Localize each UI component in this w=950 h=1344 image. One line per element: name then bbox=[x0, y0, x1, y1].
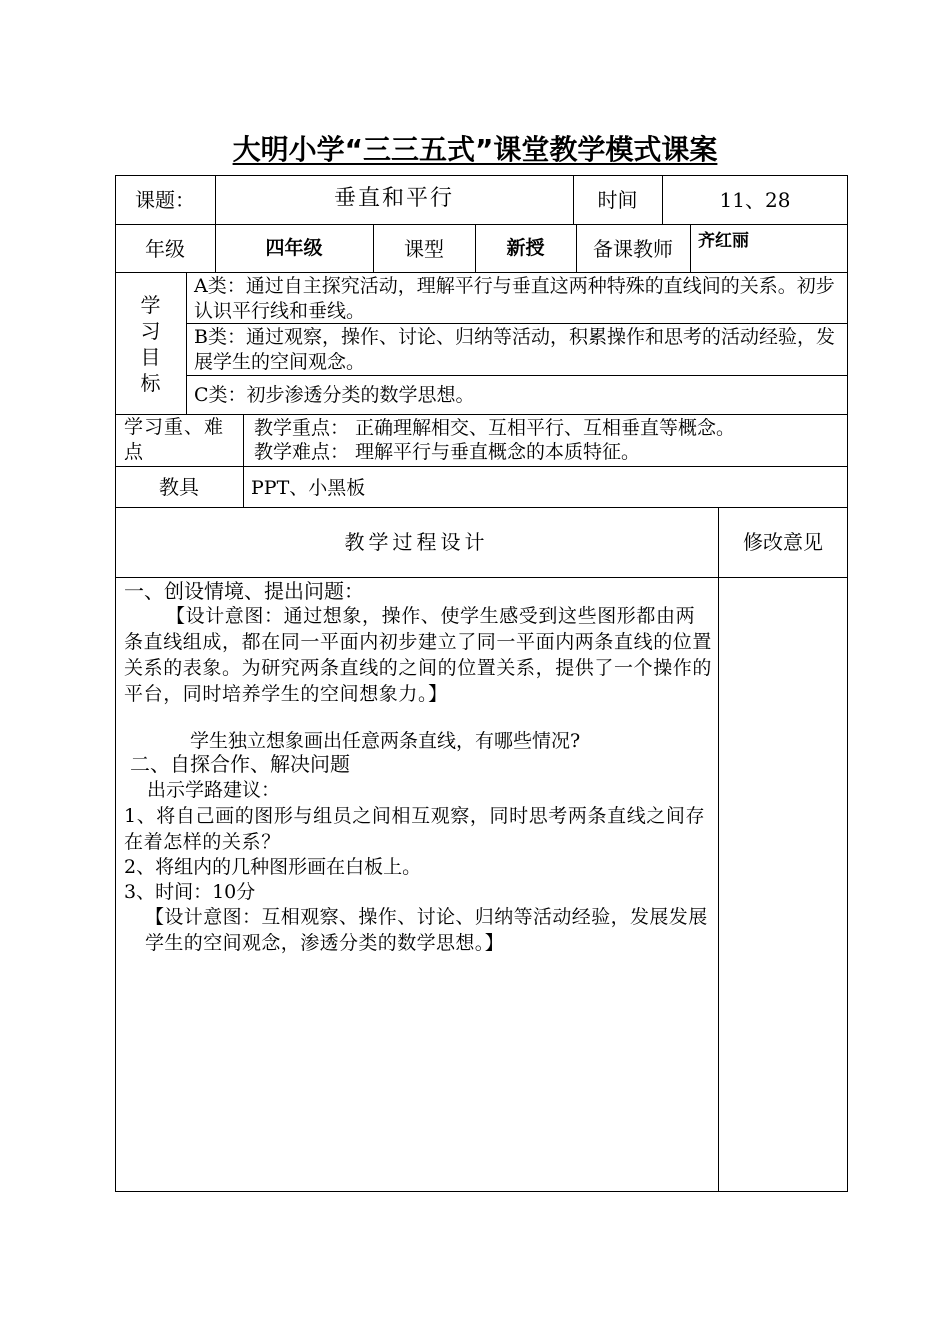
row-divider bbox=[115, 224, 848, 225]
row-divider bbox=[115, 507, 848, 508]
page-title: 大明小学“三三五式”课堂教学模式课案 bbox=[232, 133, 718, 166]
suggestion-item-1: 1、将自己画的图形与组员之间相互观察，同时思考两条直线之间存在着怎样的关系？ bbox=[124, 805, 706, 853]
row-divider bbox=[186, 375, 848, 376]
keypoints-label: 学习重、难点 bbox=[124, 416, 225, 463]
section-2-intent: 【设计意图：互相观察、操作、讨论、归纳等活动经验，发展发展学生的空间观念，渗透分类的数学思想。】 bbox=[145, 906, 708, 954]
col-divider bbox=[690, 224, 691, 272]
goals-label-3: 目 bbox=[140, 345, 161, 369]
lesson-type-value: 新授 bbox=[506, 237, 545, 259]
tools-label: 教具 bbox=[159, 475, 199, 499]
keypoints-focus: 教学重点： 正确理解相交、互相平行、互相垂直等概念。 bbox=[254, 417, 736, 439]
col-divider bbox=[243, 414, 244, 507]
revise-header: 修改意见 bbox=[743, 530, 823, 554]
topic-value: 垂直和平行 bbox=[333, 186, 454, 211]
grade-value: 四年级 bbox=[265, 237, 323, 259]
suggestion-title: 出示学路建议： bbox=[147, 779, 281, 801]
goals-label-2: 习 bbox=[140, 319, 161, 343]
grade-label: 年级 bbox=[145, 237, 185, 261]
goal-c: C类：初步渗透分类的数学思想。 bbox=[194, 384, 475, 406]
goal-b: B类：通过观察，操作、讨论、归纳等活动，积累操作和思考的活动经验，发展学生的空间观念。 bbox=[194, 326, 835, 373]
goals-label-1: 学 bbox=[140, 293, 161, 317]
section-2-title: 二、自探合作、解决问题 bbox=[130, 752, 350, 776]
section-1-text: 学生独立想象画出任意两条直线，有哪些情况? bbox=[190, 730, 581, 752]
suggestion-item-2: 2、将组内的几种图形画在白板上。 bbox=[124, 856, 422, 878]
col-divider bbox=[718, 507, 719, 1192]
teacher-label: 备课教师 bbox=[593, 237, 673, 261]
section-1-title: 一、创设情境、提出问题： bbox=[124, 579, 364, 603]
topic-label: 课题： bbox=[135, 188, 195, 212]
tools-value: PPT、小黑板 bbox=[251, 477, 366, 499]
goal-a: A类：通过自主探究活动，理解平行与垂直这两种特殊的直线间的关系。初步认识平行线和垂线。 bbox=[194, 275, 835, 322]
goals-label-4: 标 bbox=[140, 371, 161, 395]
teacher-value: 齐红丽 bbox=[698, 231, 749, 251]
col-divider bbox=[186, 272, 187, 414]
keypoints-difficulty: 教学难点： 理解平行与垂直概念的本质特征。 bbox=[254, 441, 641, 463]
section-1-intent: 【设计意图：通过想象，操作、使学生感受到这些图形都由两条直线组成，都在同一平面内初步建立了同一平面内两条直线的位置关系的表象。为研究两条直线的之间的位置关系，提供了一个操作的平台，同时培养学生的空间想象力。】 bbox=[124, 605, 713, 705]
row-divider bbox=[115, 466, 848, 467]
lesson-type-label: 课型 bbox=[404, 237, 444, 261]
time-value: 11、28 bbox=[719, 188, 791, 212]
suggestion-item-3: 3、时间：10分 bbox=[124, 881, 256, 903]
process-header: 教学过程设计 bbox=[344, 530, 489, 554]
time-label: 时间 bbox=[597, 188, 638, 212]
row-divider bbox=[115, 272, 848, 273]
